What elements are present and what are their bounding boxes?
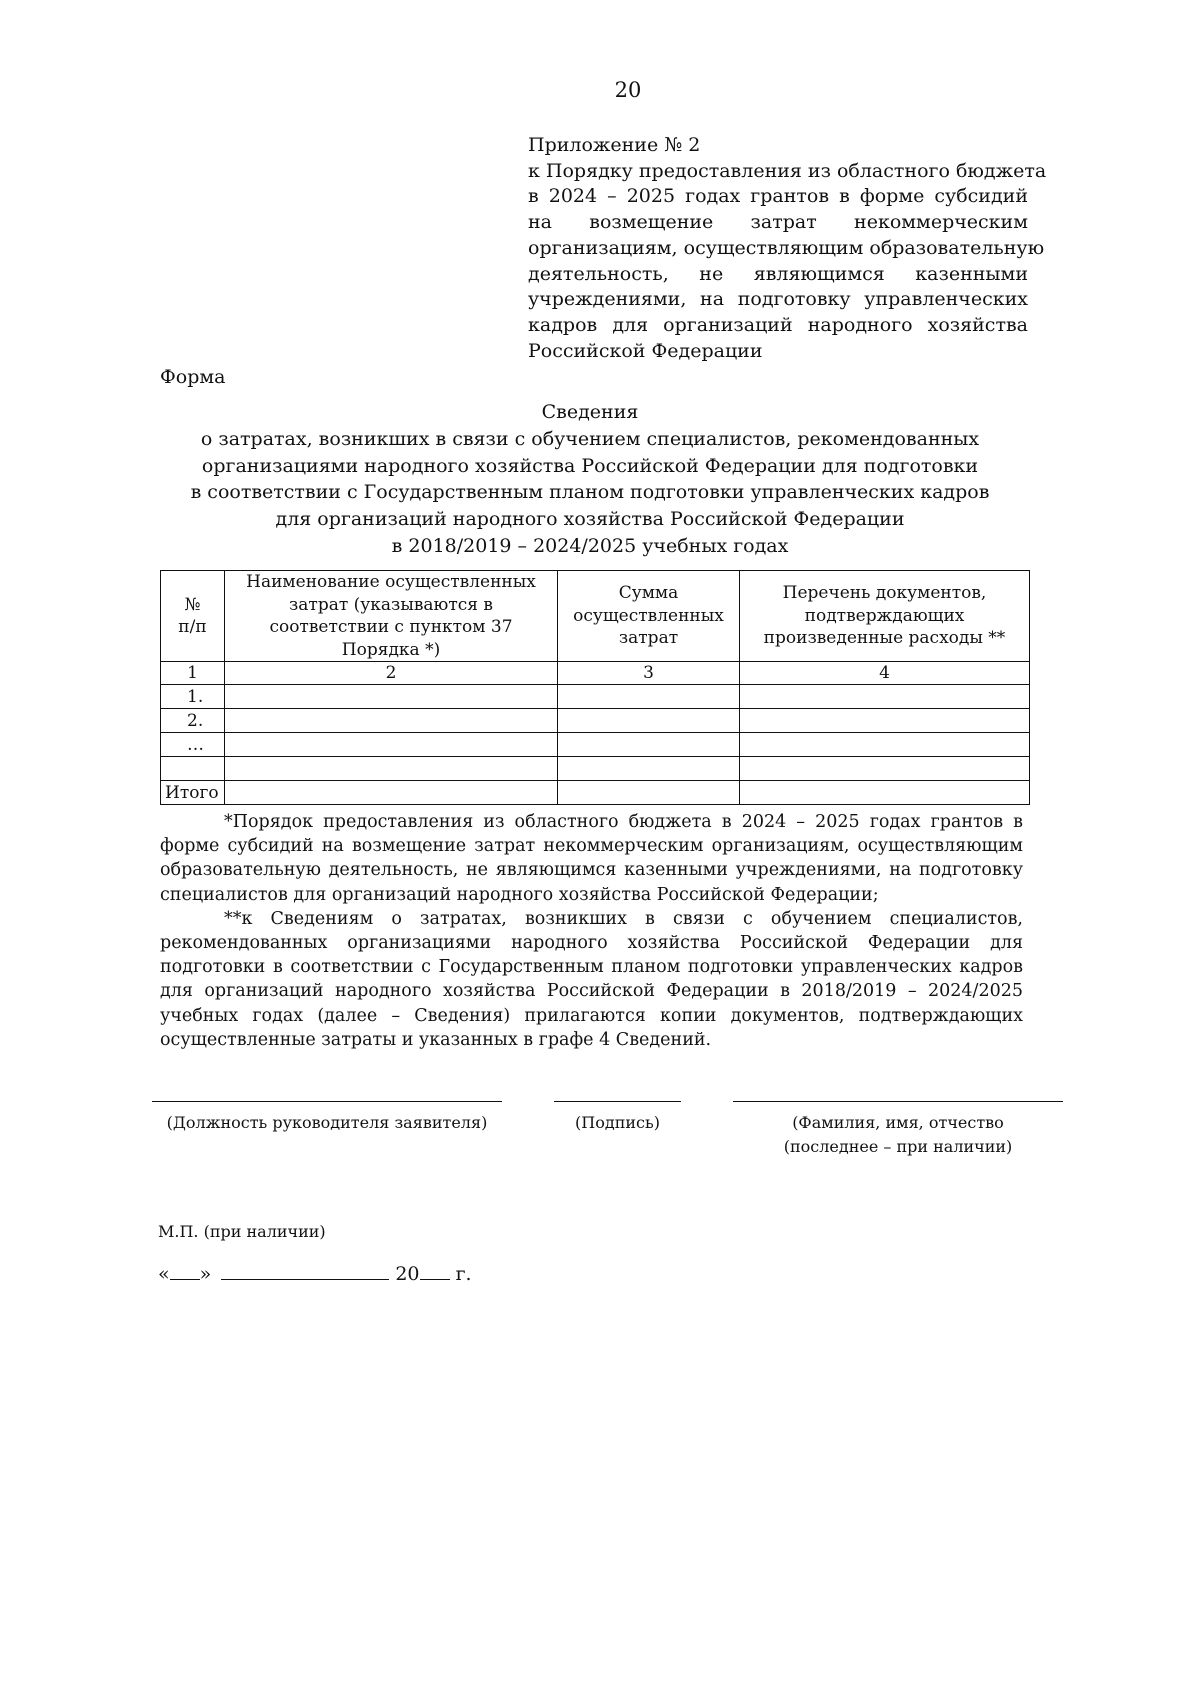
title-line: для организаций народного хозяйства Российской Федерации <box>275 508 905 531</box>
header-number: № п/п <box>161 571 225 662</box>
appendix-line: Российской Федерации <box>528 339 763 362</box>
footnote-2: **к Сведениям о затратах, возникших в связи с обучением специалистов, рекомендованных организациями народного хозяйства Российской Федерации для подготовки в соответствии с Государственным планом подготовки управленческих кадров для организаций народного хозяйства Российской Федерации в 2018/2019 – 2024/2025 учебных годах (далее – Сведения) прилагаются копии документов, подтверждающих осуществленные затраты и указанных в графе 4 Сведений. <box>160 908 1023 1050</box>
form-label: Форма <box>160 366 226 388</box>
appendix-line: деятельность, не являющимся казенными <box>528 262 1028 285</box>
costs-table <box>160 570 1030 805</box>
year-suffix: г. <box>455 1263 472 1285</box>
position-signature-line[interactable] <box>152 1101 502 1102</box>
table-row <box>161 733 1030 757</box>
column-number: 3 <box>558 662 740 685</box>
total-label: Итого <box>161 781 225 805</box>
title-line: организациями народного хозяйства Российской Федерации для подготовки <box>201 454 979 477</box>
appendix-line: на возмещение затрат некоммерческим <box>528 211 1028 234</box>
cost-name-cell[interactable] <box>225 709 558 733</box>
footnotes <box>160 810 1023 1052</box>
appendix-header <box>528 133 1047 364</box>
open-quote: « <box>158 1263 170 1285</box>
total-amount-cell[interactable] <box>558 781 740 805</box>
cost-name-cell[interactable] <box>225 757 558 781</box>
full-name-caption <box>733 1111 1063 1159</box>
header-cost-name: Наименование осуществленных затрат (указываются в соответствии с пунктом 37 Порядка *) <box>225 571 558 662</box>
appendix-line: в 2024 – 2025 годах грантов в форме субсидий <box>528 185 1028 208</box>
full-name-caption-line: (последнее – при наличии) <box>783 1137 1013 1156</box>
full-name-signature-line[interactable] <box>733 1101 1063 1102</box>
documents-cell[interactable] <box>740 781 1030 805</box>
column-number: 1 <box>161 662 225 685</box>
title-line: в соответствии с Государственным планом подготовки управленческих кадров <box>190 481 990 504</box>
documents-cell[interactable] <box>740 733 1030 757</box>
appendix-line: к Порядку предоставления из областного бюджета <box>528 159 1047 182</box>
document-title <box>160 399 1020 560</box>
title-heading: Сведения <box>541 401 639 423</box>
month-blank[interactable] <box>221 1262 389 1280</box>
table-row <box>161 709 1030 733</box>
table-row <box>161 685 1030 709</box>
cost-name-cell[interactable] <box>225 781 558 805</box>
row-number: … <box>161 733 225 757</box>
row-number <box>161 757 225 781</box>
column-number: 4 <box>740 662 1030 685</box>
footnote-1: *Порядок предоставления из областного бюджета в 2024 – 2025 годах грантов в форме субсидий на возмещение затрат некоммерческим организациям, осуществляющим образовательную деятельность, не являющимся казенными учреждениями, на подготовку специалистов для организаций народного хозяйства Российской Федерации; <box>160 812 1023 905</box>
cost-name-cell[interactable] <box>225 733 558 757</box>
table-row <box>161 757 1030 781</box>
day-blank[interactable] <box>170 1262 200 1280</box>
signature-line[interactable] <box>554 1101 681 1102</box>
header-documents: Перечень документов, подтверждающих произведенные расходы ** <box>740 571 1030 662</box>
row-number: 1. <box>161 685 225 709</box>
cost-amount-cell[interactable] <box>558 685 740 709</box>
table-row-total <box>161 781 1030 805</box>
cost-amount-cell[interactable] <box>558 733 740 757</box>
close-quote: » <box>199 1263 212 1285</box>
appendix-line: учреждениями, на подготовку управленческих <box>528 288 1028 311</box>
documents-cell[interactable] <box>740 685 1030 709</box>
appendix-line: организациям, осуществляющим образовательную <box>528 236 1045 259</box>
documents-cell[interactable] <box>740 757 1030 781</box>
header-cost-amount: Сумма осуществленных затрат <box>558 571 740 662</box>
cost-amount-cell[interactable] <box>558 709 740 733</box>
column-number: 2 <box>225 662 558 685</box>
appendix-line: кадров для организаций народного хозяйства <box>528 313 1028 336</box>
documents-cell[interactable] <box>740 709 1030 733</box>
appendix-line: Приложение № 2 <box>528 134 701 156</box>
position-caption: (Должность руководителя заявителя) <box>166 1113 488 1132</box>
row-number: 2. <box>161 709 225 733</box>
title-line: в 2018/2019 – 2024/2025 учебных годах <box>391 534 789 557</box>
year-prefix: 20 <box>395 1263 420 1285</box>
date-line <box>158 1262 472 1285</box>
year-blank[interactable] <box>420 1262 450 1280</box>
full-name-caption-line: (Фамилия, имя, отчество <box>792 1113 1004 1132</box>
page-number: 20 <box>614 78 642 102</box>
title-line: о затратах, возникших в связи с обучением специалистов, рекомендованных <box>200 427 980 450</box>
signature-caption: (Подпись) <box>575 1113 660 1132</box>
stamp-label: М.П. (при наличии) <box>158 1222 326 1241</box>
cost-amount-cell[interactable] <box>558 757 740 781</box>
cost-name-cell[interactable] <box>225 685 558 709</box>
